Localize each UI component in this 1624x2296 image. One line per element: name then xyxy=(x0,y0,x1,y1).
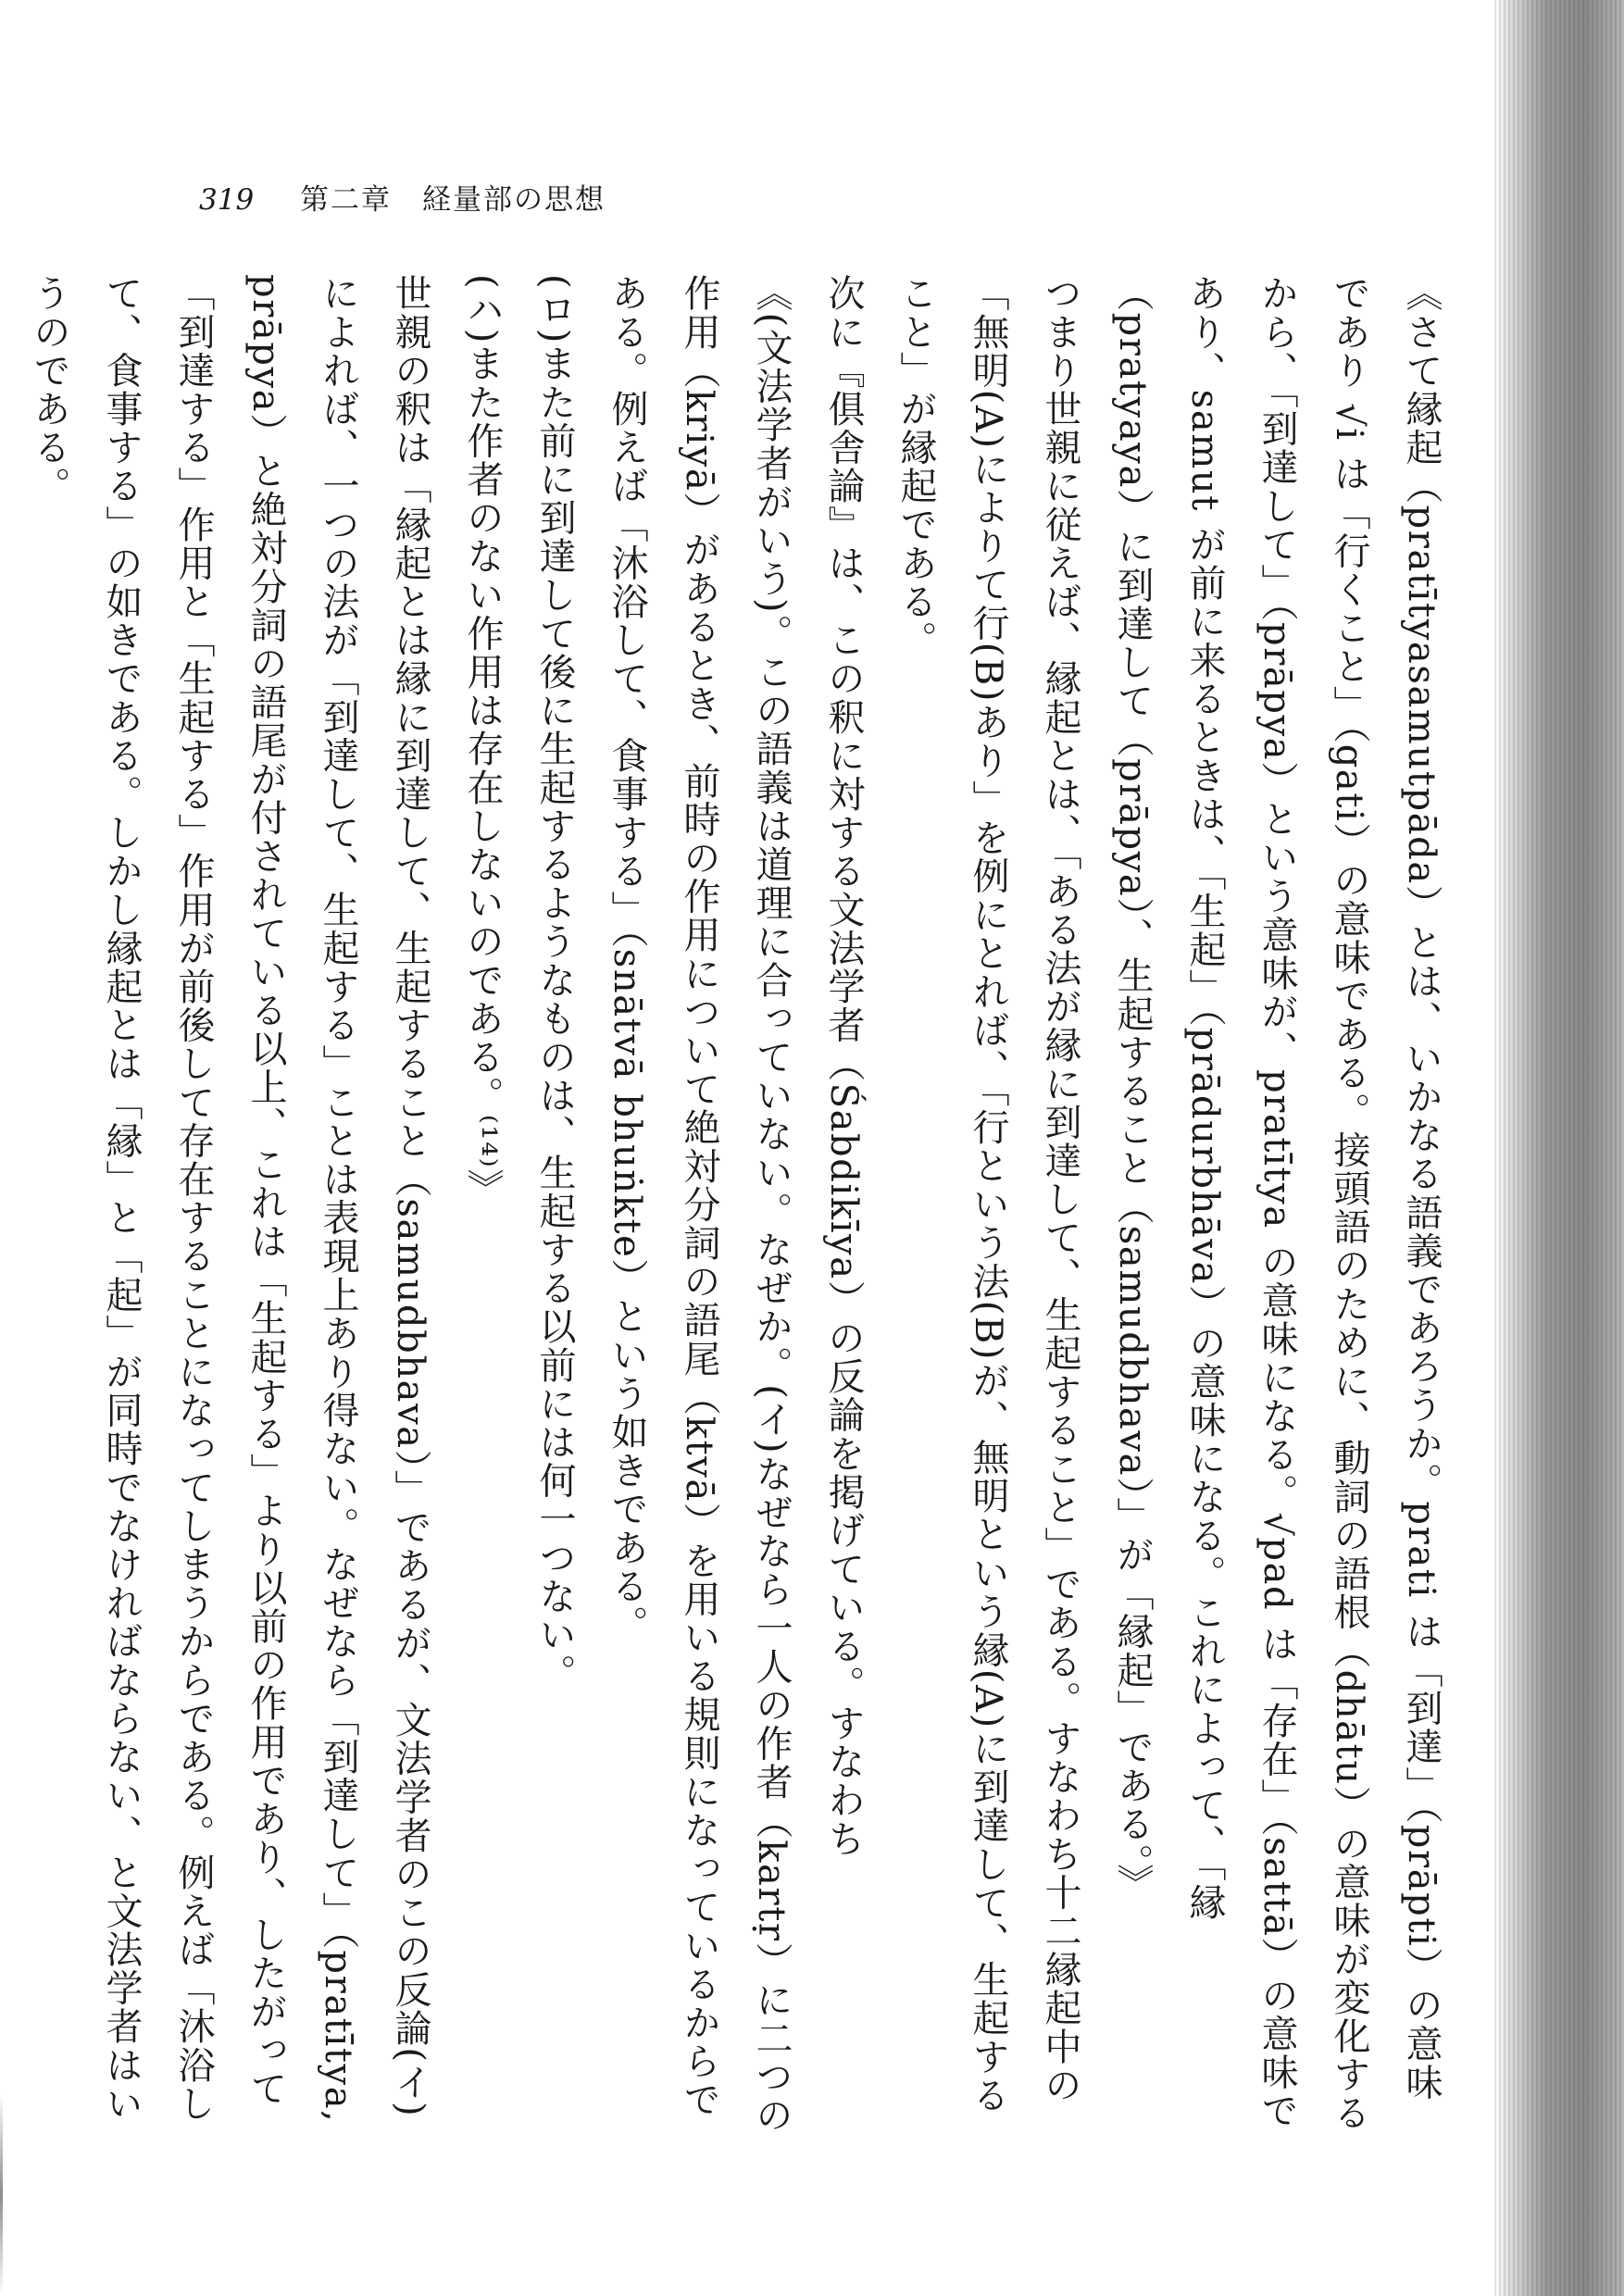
page-header xyxy=(199,176,606,218)
paragraph-kosa-intro: 次に『俱舎論』は、この釈に対する文法学者（Śabdikīya）の反論を掲げている。すなわち xyxy=(822,274,865,1858)
scan-speck xyxy=(0,2092,3,2296)
body-text xyxy=(28,274,1457,2135)
page-number: 319 xyxy=(199,183,255,217)
paragraph-objection-ro: (ロ)また前に到達して後に生起するようなものは、生起する以前には何一つない。 xyxy=(533,274,576,1693)
scan-edge-shadow xyxy=(1494,0,1624,2296)
paragraph-objection-ha: (ハ)また作者のない作用は存在しないのである。⁽¹⁴⁾》 xyxy=(461,274,504,1207)
paragraph-grammarian-objection: 《(文法学者がいう)。この語義は道理に合っていない。なぜか。(イ)なぜなら一人の作者（kartṛ）に二つの作用（kriyā）があるとき、前時の作用について絶対分詞の語尾（ktvā）を用いる規則になっているからである。例えば「沐浴して、食事する」（snātvā bhuṅkte）という如きである。 xyxy=(606,274,793,2135)
paragraph-vasubandhu-summary: つまり世親に従えば、縁起とは、「ある法が縁に到達して、生起すること」である。すなわち十二縁起中の「無明(A)によりて行(B)あり」を例にとれば、「行という法(B)が、無明という縁(A)に到達して、生起すること」が縁起である。 xyxy=(894,274,1081,2115)
running-head: 第二章 経量部の思想 xyxy=(300,183,606,217)
paragraph-analysis: 世親の釈は「縁起とは縁に到達して、生起すること（samudbhava）」であるが、文法学者のこの反論(イ)によれば、一つの法が「到達して、生起する」ことは表現上あり得ない。なぜなら「到達して」（pratītya, prāpya）と絶対分詞の語尾が付されている以上、これは「生起する」より以前の作用であり、したがって「到達する」作用と「生起する」作用が前後して存在することになってしまうからである。例えば「沐浴して、食事する」の如きである。しかし縁起とは「縁」と「起」が同時でなければならない、と文法学者はいうのである。 xyxy=(28,274,431,2124)
paragraph-quote-etymology: 《さて縁起（pratītyasamutpāda）とは、いかなる語義であろうか。prati は「到達」（prāpti）の意味であり √i は「行くこと」（gati）の意味である。接頭語のために、動詞の語根（dhātu）の意味が変化するから、「到達して」（prāpya）という意味が、pratītya の意味になる。√pad は「存在」（sattā）の意味であり、samut が前に来るときは、「生起」（prādurbhāva）の意味になる。これによって、「縁（pratyaya）に到達して（prāpya）、生起すること（samudbhava）」が「縁起」である。》 xyxy=(1111,274,1443,2133)
